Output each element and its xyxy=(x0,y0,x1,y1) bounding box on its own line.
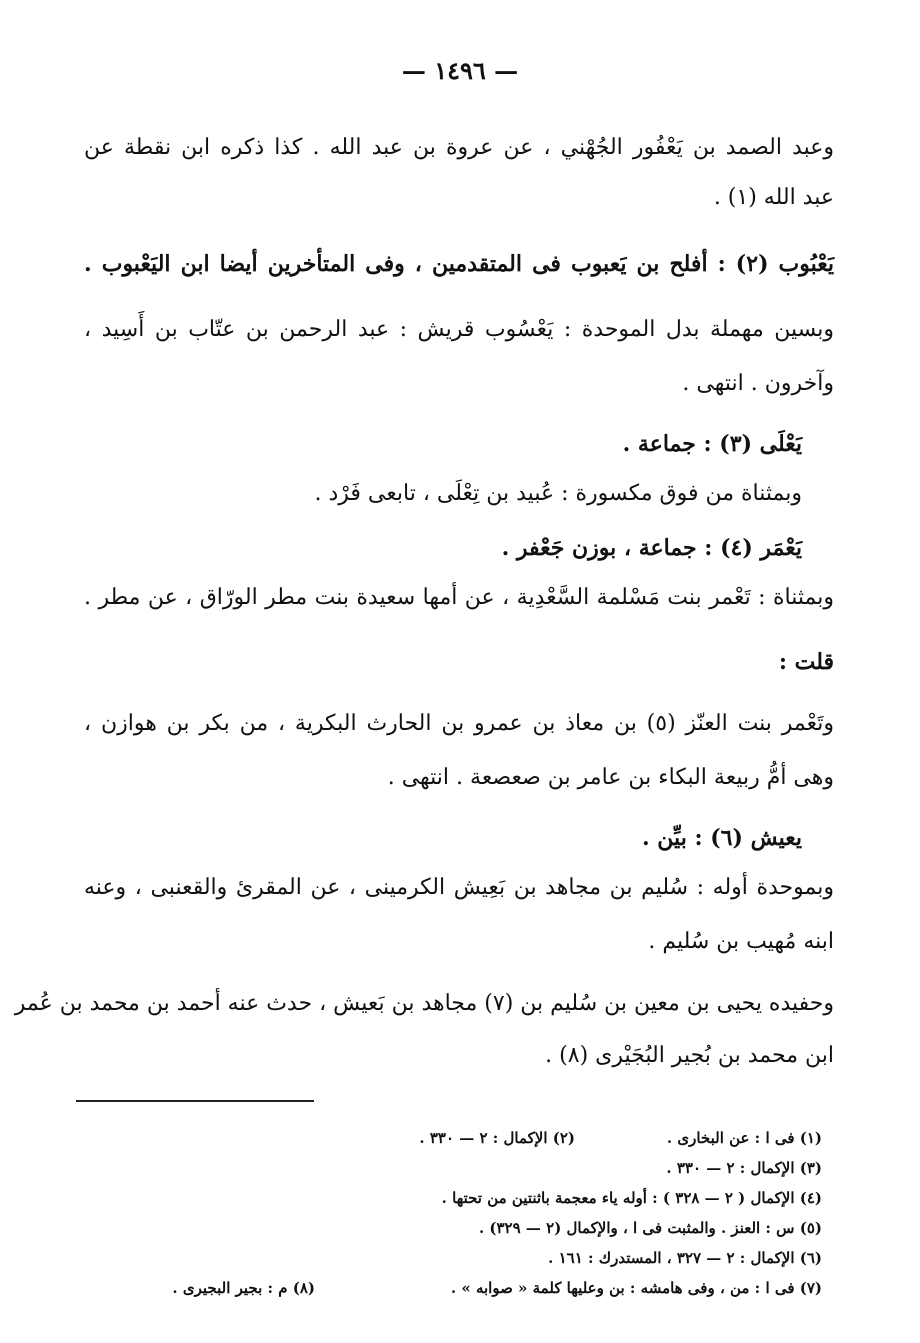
text-line: وعبد الصمد بن يَعْفُور الجُهْني ، عن عروة بن عبد الله . كذا ذكره ابن نقطة عن xyxy=(84,135,834,160)
footnote: (٦) الإكمال : ٢ — ٣٢٧ ، المستدرك : ١٦١ . xyxy=(548,1249,822,1267)
text-line: وبمثناة من فوق مكسورة : عُبيد بن تِعْلَى ، تابعى فَرْد . xyxy=(314,481,802,506)
text-line: يَعْمَر (٤) : جماعة ، بوزن جَعْفر . xyxy=(501,535,802,561)
footnote: (٤) الإكمال ( ٢ — ٣٢٨ ) : أوله ياء معجمة باثنتين من تحتها . xyxy=(441,1189,822,1207)
text-line: ابن محمد بن بُجير البُجَيْرى (٨) . xyxy=(545,1043,834,1068)
page-number: — ١٤٩٦ — xyxy=(401,56,519,85)
text-line: وتَعْمر بنت العنّز (٥) بن معاذ بن عمرو بن الحارث البكرية ، من بكر بن هوازن ، xyxy=(84,711,834,736)
footnote: (٨) م : بجير البجيرى . xyxy=(172,1279,315,1297)
text-line: قلت : xyxy=(778,649,834,675)
text-line: يعيش (٦) : بيِّن . xyxy=(641,825,802,851)
text-line: وهى أمُّ ربيعة البكاء بن عامر بن صعصعة . انتهى . xyxy=(387,765,834,790)
text-line: وبسين مهملة بدل الموحدة : يَعْسُوب قريش : عبد الرحمن بن عتّاب بن أَسِيد ، xyxy=(84,317,834,342)
footnote: (٥) س : العنز . والمثبت فى ا ، والإكمال (٢ — ٣٢٩) . xyxy=(478,1219,822,1237)
text-line: وبموحدة أوله : سُليم بن مجاهد بن بَعِيش الكرمينى ، عن المقرئ والقعنبى ، وعنه xyxy=(84,875,834,900)
text-line: يَعْبُوب (٢) : أفلح بن يَعبوب فى المتقدمين ، وفى المتأخرين أيضا ابن اليَعْبوب . xyxy=(84,251,834,277)
text-line: عبد الله (١) . xyxy=(713,185,834,210)
text-line: ابنه مُهيب بن سُليم . xyxy=(648,929,834,954)
footnote-divider xyxy=(76,1100,314,1102)
footnote: (٣) الإكمال : ٢ — ٣٣٠ . xyxy=(666,1159,822,1177)
footnote: (١) فى ا : عن البخارى . xyxy=(666,1129,822,1147)
text-line: يَعْلَى (٣) : جماعة . xyxy=(622,431,802,457)
text-line: وآخرون . انتهى . xyxy=(682,371,834,396)
footnote: (٧) فى ا : من ، وفى هامشه : بن وعليها كلمة « صوابه » . xyxy=(450,1279,822,1297)
text-line: وبمثناة : تَعْمر بنت مَسْلمة السَّعْدِية ، عن أمها سعيدة بنت مطر الورّاق ، عن مطر . xyxy=(84,585,834,610)
text-line: وحفيده يحيى بن معين بن سُليم بن (٧) مجاهد بن بَعيش ، حدث عنه أحمد بن محمد بن عُمر xyxy=(14,991,834,1016)
footnote: (٢) الإكمال : ٢ — ٣٣٠ . xyxy=(419,1129,575,1147)
